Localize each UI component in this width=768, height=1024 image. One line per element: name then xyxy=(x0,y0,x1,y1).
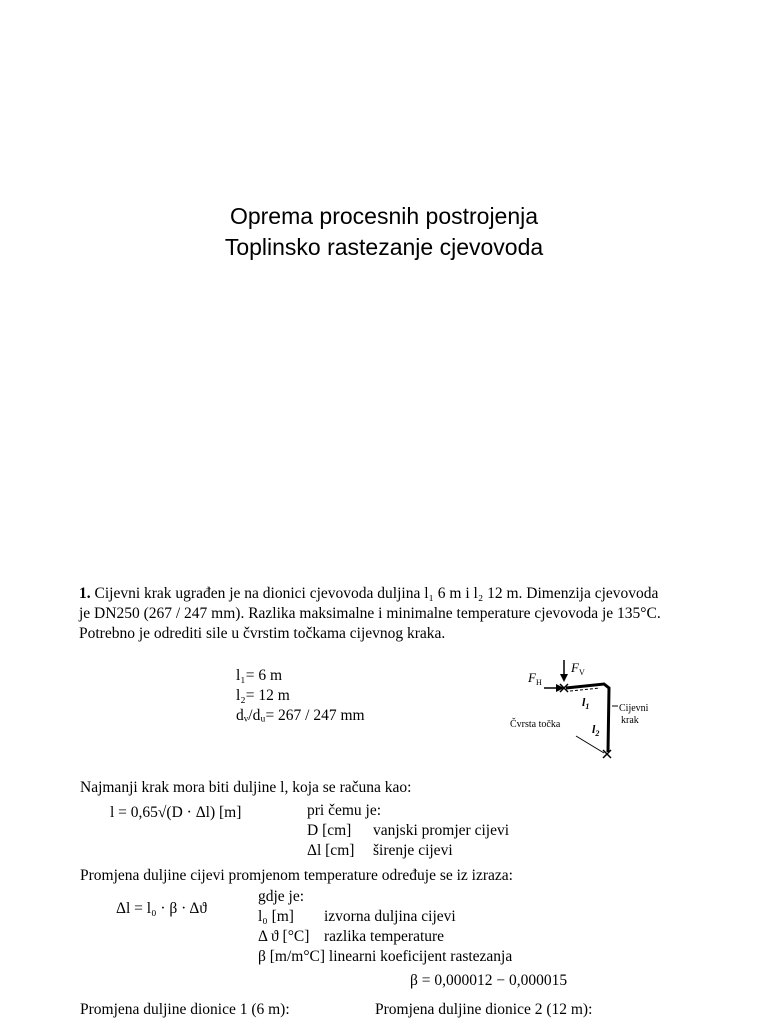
problem-line-2: je DN250 (267 / 247 mm). Razlika maksimalne i minimalne temperature cjevovoda je 135°C. xyxy=(79,605,661,622)
given-l2: l₂= 12 m xyxy=(236,687,290,704)
l1-label: $l_1$ xyxy=(582,695,590,711)
fixed-point-leader xyxy=(576,736,604,753)
def-l0-text: izvorna duljina cijevi xyxy=(324,908,456,925)
fixed-point-label: Čvrsta točka xyxy=(510,719,561,730)
document-title-line-1: Oprema procesnih postrojenja xyxy=(229,203,539,229)
def-D-text: vanjski promjer cijevi xyxy=(373,822,510,839)
pipe-outline xyxy=(566,684,609,752)
fv-arrow-head xyxy=(560,674,568,682)
given-l1: l₁= 6 m xyxy=(236,667,283,684)
arm-label-line-1: Cijevni xyxy=(619,703,649,714)
def-dt-symbol: Δ ϑ [°C] xyxy=(258,928,310,945)
def-dl-symbol: Δl [cm] xyxy=(307,842,355,859)
given-diameters: dᵥ/dᵤ= 267 / 247 mm xyxy=(236,707,365,724)
def-beta: β [m/m°C] linearni koeficijent rastezanja xyxy=(258,948,513,965)
pipe-arm-diagram xyxy=(500,654,660,764)
problem-text-1: Cijevni krak ugrađen je na dionici cjevovoda duljina l₁ 6 m i l₂ 12 m. Dimenzija cjevovoda xyxy=(94,585,659,602)
arm-label-line-2: krak xyxy=(621,715,639,726)
min-arm-sentence: Najmanji krak mora biti duljine l, koja se računa kao: xyxy=(80,779,412,796)
def-l0-symbol: l₀ [m] xyxy=(258,908,294,925)
beta-value: β = 0,000012 − 0,000015 xyxy=(410,972,568,989)
def-D-symbol: D [cm] xyxy=(307,822,352,839)
problem-line-1 xyxy=(79,584,658,604)
def-dl-text: širenje cijevi xyxy=(373,842,453,859)
change-intro: Promjena duljine cijevi promjenom temperature određuje se iz izraza: xyxy=(80,867,513,884)
l2-label: $l_2$ xyxy=(592,722,600,738)
where-label-1: pri čemu je: xyxy=(307,802,382,819)
where-label-2: gdje je: xyxy=(258,888,305,905)
formula-min-arm: l = 0,65√(D · Δl) [m] xyxy=(110,804,242,821)
problem-number: 1. xyxy=(79,585,91,602)
section-heading-2: Promjena duljine dionice 2 (12 m): xyxy=(375,1001,593,1018)
def-dt-text: razlika temperature xyxy=(324,928,445,945)
formula-expansion: Δl = l₀ · β · Δϑ xyxy=(116,900,207,917)
document-title-line-2: Toplinsko rastezanje cjevovoda xyxy=(224,234,544,260)
section-heading-1: Promjena duljine dionice 1 (6 m): xyxy=(80,1001,290,1018)
fh-label: $F_H$ xyxy=(528,670,542,687)
fh-arrow-head xyxy=(556,684,564,692)
problem-line-3: Potrebno je odrediti sile u čvrstim točkama cijevnog kraka. xyxy=(79,625,446,642)
fv-label: $F_V$ xyxy=(571,660,585,677)
